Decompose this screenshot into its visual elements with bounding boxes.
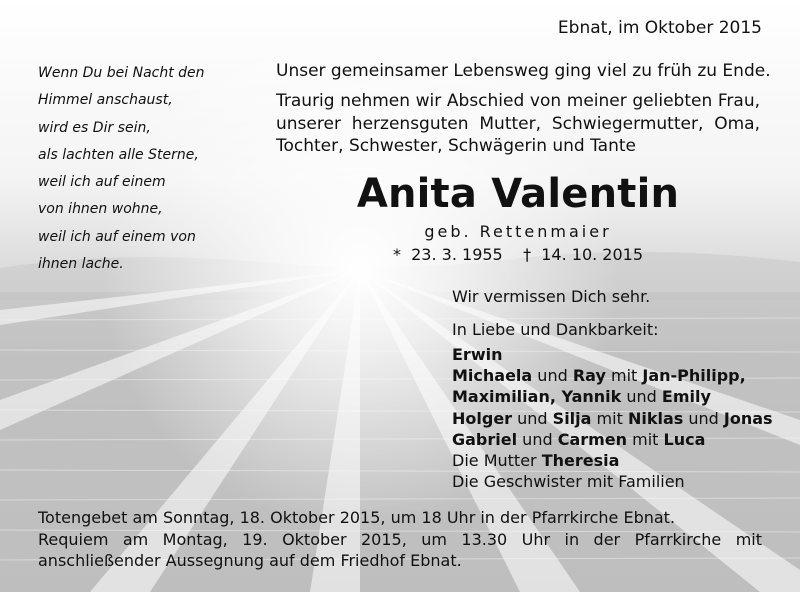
mourner-line — [452, 429, 773, 450]
mourner-name: Michaela — [452, 366, 533, 386]
mourner-line — [452, 365, 773, 386]
mourner-name: Ray — [572, 366, 606, 386]
intro-line: Traurig nehmen wir Abschied von meiner geliebten Frau, — [276, 91, 760, 111]
mourner-name: Jonas — [723, 408, 773, 428]
mourner-name: Gabriel — [452, 429, 518, 449]
mourner-line — [452, 386, 773, 407]
poem-line: als lachten alle Sterne, — [38, 146, 199, 163]
poem — [38, 60, 205, 278]
mourner-name: Niklas — [627, 408, 684, 428]
service-info — [38, 507, 762, 572]
mourner-name: Erwin — [452, 345, 503, 364]
service-line: Requiem am Montag, 19. Oktober 2015, um 13.30 Uhr in der Pfarrkirche mit — [38, 529, 762, 549]
mourner-line — [452, 344, 773, 365]
mourner-text: mit — [627, 429, 664, 449]
mourner-line — [452, 471, 773, 492]
intro-text — [276, 90, 760, 158]
poem-line: weil ich auf einem von — [38, 228, 196, 245]
miss-line: Wir vermissen Dich sehr. — [452, 287, 651, 306]
mourner-name: Holger — [452, 408, 513, 428]
mourners-list — [452, 344, 773, 492]
poem-line: wird es Dir sein, — [38, 119, 151, 136]
mourner-name: Emily — [661, 387, 711, 407]
mourner-line — [452, 408, 773, 429]
mourner-text: und — [532, 366, 573, 386]
service-line: Totengebet am Sonntag, 18. Oktober 2015, um 18 Uhr in der Pfarrkirche Ebnat. — [38, 508, 676, 527]
mourner-text: Die Mutter — [452, 450, 542, 470]
mourner-line — [452, 450, 773, 471]
mourner-name: Theresia — [541, 450, 620, 470]
mourner-text: und — [517, 429, 558, 449]
place-date: Ebnat, im Oktober 2015 — [557, 18, 762, 38]
mourner-name: Silja — [552, 408, 592, 428]
intro-lead: Unser gemeinsamer Lebensweg ging viel zu früh zu Ende. — [276, 61, 771, 81]
mourner-text: Die Geschwister mit Familien — [452, 472, 685, 492]
mourner-text: mit — [591, 408, 628, 428]
mourner-name: Maximilian, Yannik — [452, 387, 622, 407]
deceased-name: Anita Valentin — [356, 171, 680, 217]
mourner-text: und — [683, 408, 724, 428]
mourner-text: mit — [605, 366, 643, 386]
mourner-text: und — [512, 408, 553, 428]
service-line: anschließender Aussegnung auf dem Friedhof Ebnat. — [38, 551, 462, 570]
mourner-text: und — [621, 387, 662, 407]
love-line: In Liebe und Dankbarkeit: — [452, 320, 659, 339]
mourner-name: Jan-Philipp, — [642, 366, 746, 386]
poem-line: von ihnen wohne, — [38, 201, 163, 218]
mourner-name: Carmen — [557, 429, 628, 449]
poem-line: Wenn Du bei Nacht den — [38, 65, 205, 81]
life-dates: * 23. 3. 1955 † 14. 10. 2015 — [392, 245, 644, 264]
intro-line: Tochter, Schwester, Schwägerin und Tante — [276, 136, 636, 156]
poem-line: weil ich auf einem — [38, 174, 166, 191]
poem-line: Himmel anschaust, — [38, 92, 173, 109]
intro-line: unserer herzensguten Mutter, Schwiegermutter, Oma, — [276, 113, 760, 134]
maiden-name: geb. Rettenmaier — [424, 222, 612, 241]
poem-line: ihnen lache. — [38, 256, 124, 273]
mourner-name: Luca — [663, 429, 706, 449]
